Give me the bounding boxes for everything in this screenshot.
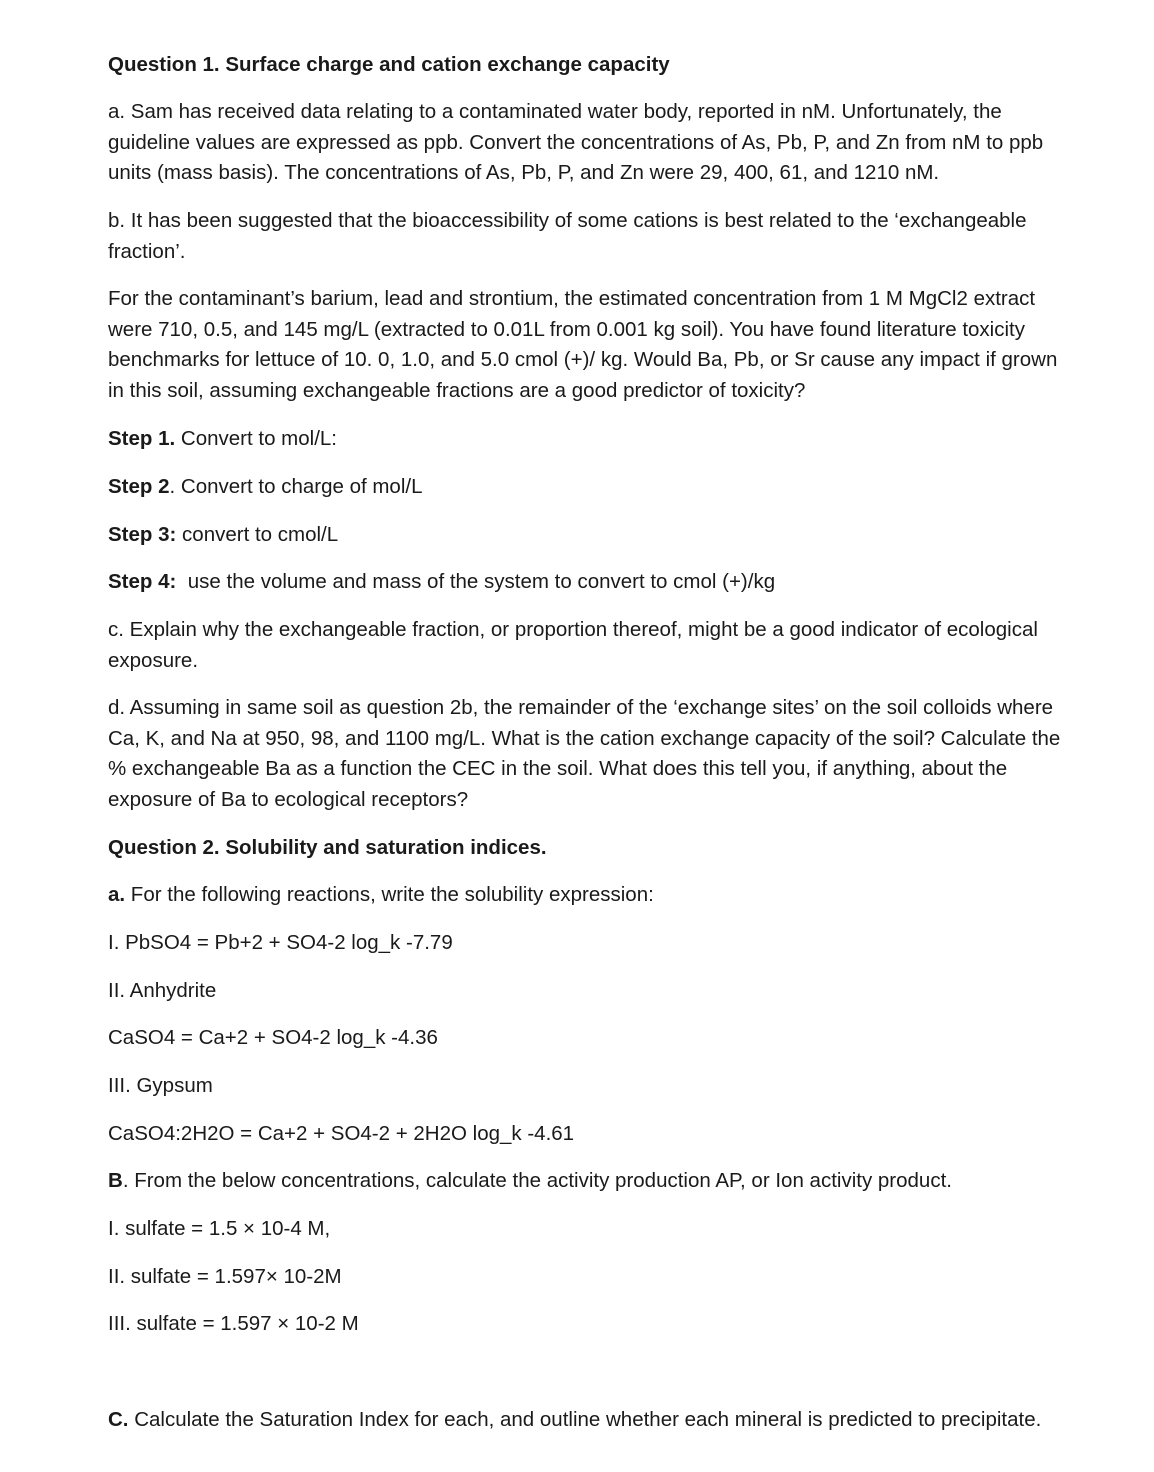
reaction-3-name: III. Gypsum <box>108 1074 213 1097</box>
step-4-text: use the volume and mass of the system to convert to cmol (+)/kg <box>176 570 776 593</box>
q2-part-a-text: For the following reactions, write the solubility expression: <box>125 883 654 906</box>
q2-part-b-text: . From the below concentrations, calculate the activity production AP, or Ion activity product. <box>122 1169 952 1192</box>
sulfate-3: III. sulfate = 1.597 × 10-2 M <box>108 1312 359 1335</box>
reaction-1: I. PbSO4 = Pb+2 + SO4-2 log_k -7.79 <box>108 931 453 954</box>
step-3 <box>108 520 1073 551</box>
q2-part-c-label: C. <box>108 1408 129 1431</box>
question-2-heading: Question 2. Solubility and saturation indices. <box>108 836 547 859</box>
step-4-label: Step 4: <box>108 570 177 593</box>
step-4 <box>108 567 1073 598</box>
q2-part-a-label: a. <box>108 883 126 906</box>
sulfate-1: I. sulfate = 1.5 × 10-4 M, <box>108 1217 331 1240</box>
sulfate-2: II. sulfate = 1.597× 10-2M <box>108 1265 342 1288</box>
step-2 <box>108 472 1073 503</box>
question-1-heading: Question 1. Surface charge and cation exchange capacity <box>108 53 670 76</box>
q1-part-a: a. Sam has received data relating to a contaminated water body, reported in nM. Unfortunately, the guideline values are expressed as ppb. Convert the concentrations of As, Pb, P, and Zn from nM to ppb units (mass basis). The concentrations of As, Pb, P, and Zn were 29, 400, 61, and 1210 nM. <box>108 100 1044 184</box>
q2-part-c <box>108 1405 1073 1436</box>
q2-part-b <box>108 1166 1073 1197</box>
q1-part-c: c. Explain why the exchangeable fraction, or proportion thereof, might be a good indicator of ecological exposure. <box>108 618 1038 672</box>
q2-part-c-text: Calculate the Saturation Index for each, and outline whether each mineral is predicted to precipitate. <box>128 1408 1042 1431</box>
step-2-text: . Convert to charge of mol/L <box>169 475 423 498</box>
q2-part-b-label: B <box>108 1169 123 1192</box>
reaction-2-name: II. Anhydrite <box>108 979 217 1002</box>
q2-part-a <box>108 880 1073 911</box>
reaction-2: CaSO4 = Ca+2 + SO4-2 log_k -4.36 <box>108 1026 438 1049</box>
q1-part-b-details: For the contaminant’s barium, lead and strontium, the estimated concentration from 1 M MgCl2 extract were 710, 0.5, and 145 mg/L (extracted to 0.01L from 0.001 kg soil). You have found literature toxicity benchmarks for lettuce of 10. 0, 1.0, and 5.0 cmol (+)/ kg. Would Ba, Pb, or Sr cause any impact if grown in this soil, assuming exchangeable fractions are a good predictor of toxicity? <box>108 287 1058 402</box>
step-1-label: Step 1. <box>108 427 176 450</box>
q1-part-b: b. It has been suggested that the bioaccessibility of some cations is best related to the ‘exchangeable fraction’. <box>108 209 1027 263</box>
reaction-3: CaSO4:2H2O = Ca+2 + SO4-2 + 2H2O log_k -4.61 <box>108 1122 575 1145</box>
step-3-label: Step 3: <box>108 523 177 546</box>
step-2-label: Step 2 <box>108 475 170 498</box>
q1-part-d: d. Assuming in same soil as question 2b, the remainder of the ‘exchange sites’ on the soil colloids where Ca, K, and Na at 950, 98, and 1100 mg/L. What is the cation exchange capacity of the soil? Calculate the % exchangeable Ba as a function the CEC in the soil. What does this tell you, if anything, about the exposure of Ba to ecological receptors? <box>108 696 1061 811</box>
step-3-text: convert to cmol/L <box>176 523 339 546</box>
step-1-text: Convert to mol/L: <box>175 427 338 450</box>
step-1 <box>108 424 1073 455</box>
